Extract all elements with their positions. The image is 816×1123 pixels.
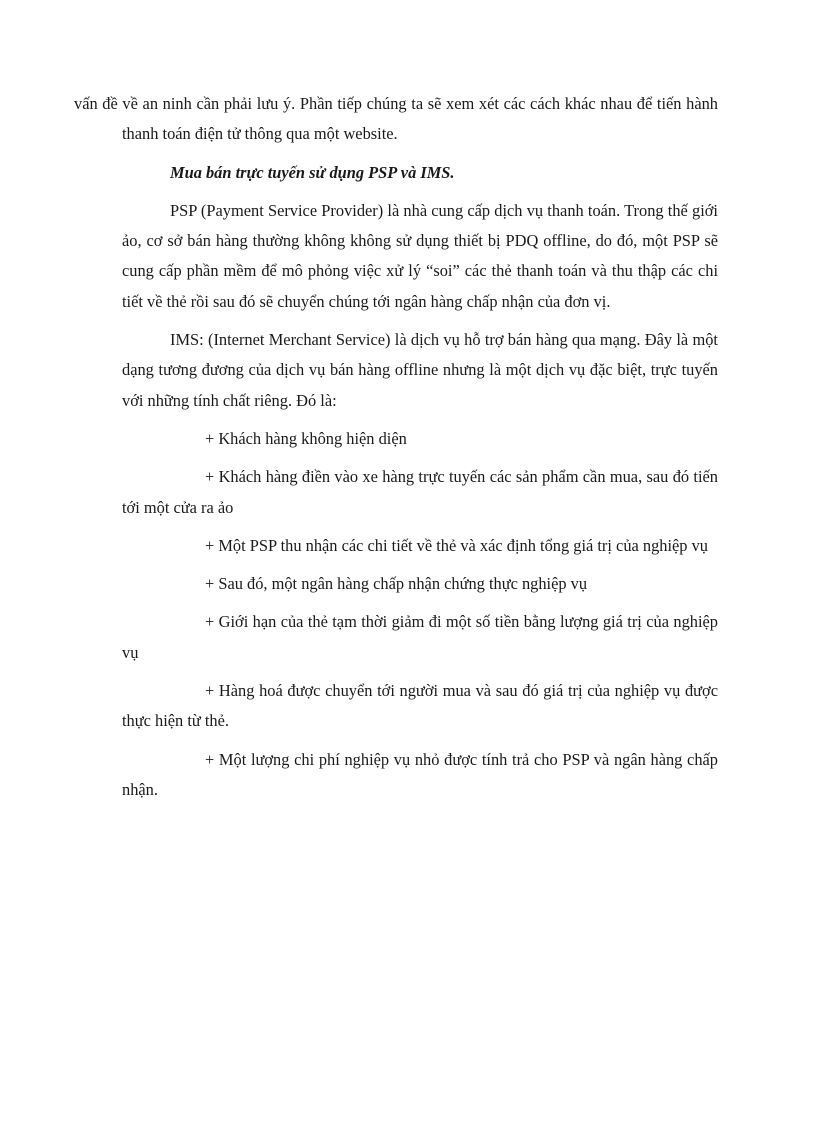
list-item: + Một lượng chi phí nghiệp vụ nhỏ được tính trả cho PSP và ngân hàng chấp nhận. (122, 749, 718, 799)
list-item: + Hàng hoá được chuyển tới người mua và sau đó giá trị của nghiệp vụ được thực hiện từ thẻ. (122, 681, 718, 731)
list-item: + Một PSP thu nhận các chi tiết về thẻ và xác định tổng giá trị của nghiệp vụ (205, 535, 708, 555)
psp-paragraph: PSP (Payment Service Provider) là nhà cung cấp dịch vụ thanh toán. Trong thế giới ảo, cơ sở bán hàng thường không không sử dụng thiết bị PDQ offline, do đó, một PSP sẽ cung cấp phần mềm để mô phỏng việc xử lý “soi” các thẻ thanh toán và thu thập các chi tiết về thẻ rồi sau đó sẽ chuyển chúng tới ngân hàng chấp nhận của đơn vị. (122, 200, 718, 311)
list-item: + Sau đó, một ngân hàng chấp nhận chứng thực nghiệp vụ (205, 574, 588, 594)
list-item: + Giới hạn của thẻ tạm thời giảm đi một số tiền bằng lượng giá trị của nghiệp vụ (122, 612, 718, 662)
intro-paragraph: vấn đề về an ninh cần phải lưu ý. Phần tiếp chúng ta sẽ xem xét các cách khác nhau để tiến hành thanh toán điện tử thông qua một website. (74, 94, 718, 144)
list-item: + Khách hàng không hiện diện (205, 428, 407, 448)
ims-paragraph: IMS: (Internet Merchant Service) là dịch vụ hỗ trợ bán hàng qua mạng. Đây là một dạng tương đương của dịch vụ bán hàng offline nhưng là một dịch vụ đặc biệt, trực tuyến với những tính chất riêng. Đó là: (122, 330, 718, 410)
list-item: + Khách hàng điền vào xe hàng trực tuyến các sản phẩm cần mua, sau đó tiến tới một cửa ra ảo (122, 467, 718, 517)
document-body (74, 89, 718, 813)
section-heading: Mua bán trực tuyến sử dụng PSP và IMS. (170, 162, 455, 182)
